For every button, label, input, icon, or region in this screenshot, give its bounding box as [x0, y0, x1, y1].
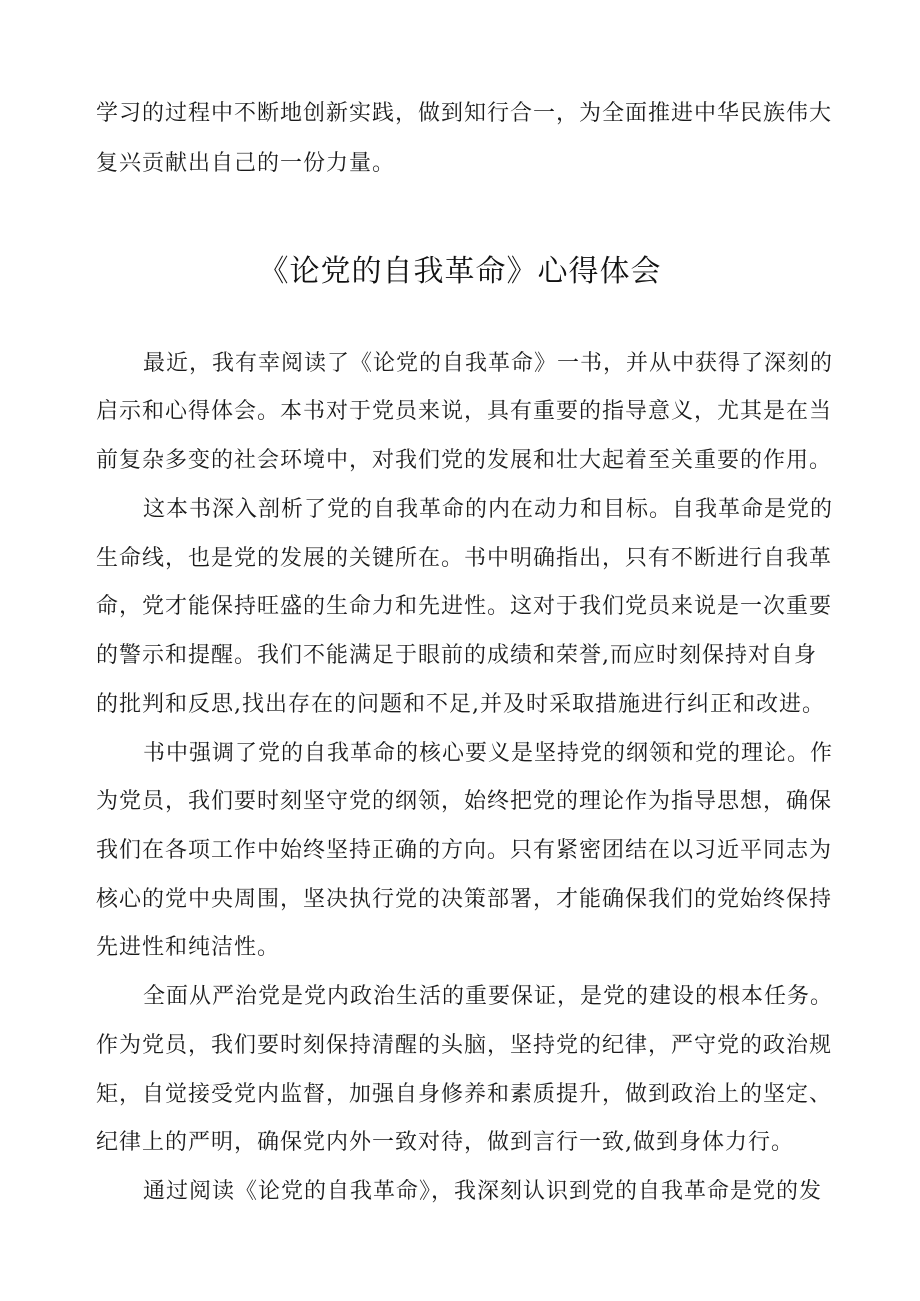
- paragraph-line: 全面从严治党是党内政治生活的重要保证，是党的建设的根本任务。: [143, 984, 834, 1009]
- paragraph-line: 为党员，我们要时刻坚守党的纲领，始终把党的理论作为指导思想，确保: [96, 789, 833, 814]
- paragraph-line: 启示和心得体会。本书对于党员来说，具有重要的指导意义，尤其是在当: [96, 399, 833, 424]
- intro-line: 学习的过程中不断地创新实践，做到知行合一，为全面推进中华民族伟大: [96, 101, 833, 126]
- paragraph-line: 书中强调了党的自我革命的核心要义是坚持党的纲领和党的理论。作: [143, 741, 834, 766]
- paragraph-line: 通过阅读《论党的自我革命》，我深刻认识到党的自我革命是党的发: [143, 1179, 823, 1204]
- paragraph-line: 我们在各项工作中始终坚持正确的方向。只有紧密团结在以习近平同志为: [96, 838, 833, 863]
- paragraph-line: 的批判和反思,找出存在的问题和不足,并及时采取措施进行纠正和改进。: [96, 692, 825, 717]
- paragraph-line: 前复杂多变的社会环境中，对我们党的发展和壮大起着至关重要的作用。: [96, 448, 833, 473]
- paragraph-line: 的警示和提醒。我们不能满足于眼前的成绩和荣誉,而应时刻保持对自身: [96, 643, 817, 668]
- document-title: 《论党的自我革命》心得体会: [258, 254, 662, 289]
- paragraph-line: 纪律上的严明，确保党内外一致对待，做到言行一致,做到身体力行。: [96, 1130, 794, 1155]
- paragraph-line: 最近，我有幸阅读了《论党的自我革命》一书，并从中获得了深刻的: [143, 351, 834, 376]
- paragraph-line: 这本书深入剖析了党的自我革命的内在动力和目标。自我革命是党的: [143, 497, 834, 522]
- paragraph-line: 核心的党中央周围，坚决执行党的决策部署，才能确保我们的党始终保持: [96, 887, 833, 912]
- paragraph-line: 命，党才能保持旺盛的生命力和先进性。这对于我们党员来说是一次重要: [96, 594, 833, 619]
- paragraph-line: 先进性和纯洁性。: [96, 935, 281, 960]
- intro-line: 复兴贡献出自己的一份力量。: [96, 151, 396, 176]
- paragraph-line: 生命线，也是党的发展的关键所在。书中明确指出，只有不断进行自我革: [96, 546, 833, 571]
- paragraph-line: 矩，自觉接受党内监督，加强自身修养和素质提升，做到政治上的坚定、: [96, 1082, 833, 1107]
- paragraph-line: 作为党员，我们要时刻保持清醒的头脑，坚持党的纪律，严守党的政治规: [96, 1033, 833, 1058]
